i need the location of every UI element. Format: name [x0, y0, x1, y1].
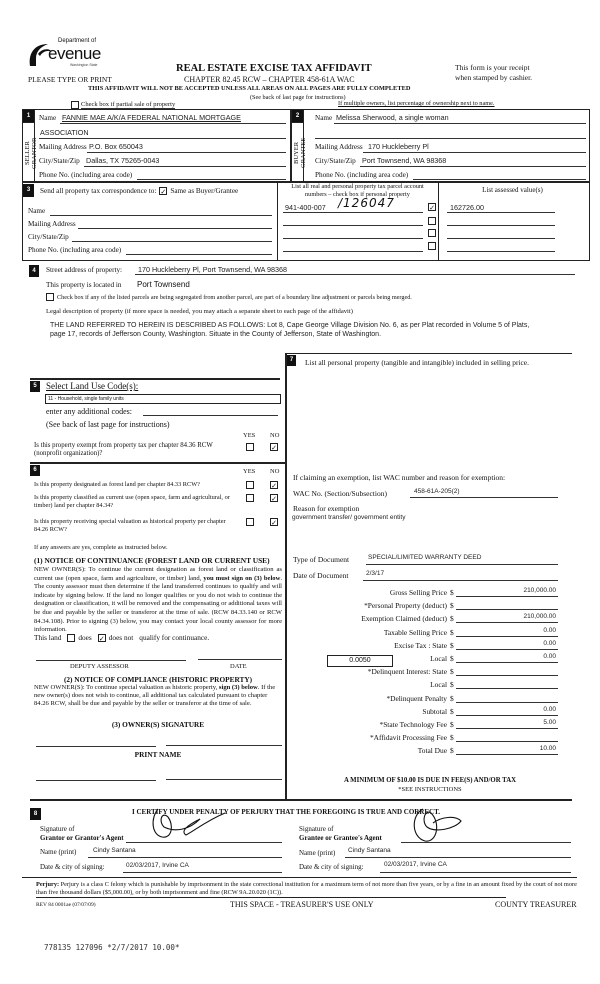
seller-city-state-zip[interactable]: Dallas, TX 75265-0043: [86, 156, 160, 165]
tax-row-label: *State Technology Fee: [379, 720, 447, 729]
s6-yes-header: YES: [243, 468, 256, 475]
completion-warning: THIS AFFIDAVIT WILL NOT BE ACCEPTED UNLESS ALL AREAS ON ALL PAGES ARE FULLY COMPLETED: [88, 85, 411, 92]
seller-label: SELLER: [24, 141, 31, 165]
currency-symbol: $: [450, 746, 454, 756]
seller-name-label: Name: [39, 114, 57, 122]
segregated-checkbox[interactable]: [46, 293, 54, 301]
section-3-number: 3: [23, 184, 34, 197]
tax-row-line: [456, 702, 558, 703]
forest-no-checkbox[interactable]: ✓: [271, 482, 277, 490]
exemption-reason[interactable]: government transfer/ government entity: [292, 514, 406, 521]
located-in-city[interactable]: Port Townsend: [137, 280, 190, 289]
parcel-personal-checkbox-2[interactable]: [428, 217, 436, 225]
dor-logo: [26, 38, 116, 78]
grantee-name-label: Name (print): [299, 849, 336, 857]
receipt-note-2: when stamped by cashier.: [455, 73, 533, 82]
same-as-buyer-checkbox[interactable]: ✓: [160, 188, 167, 196]
currency-symbol: $: [450, 654, 454, 663]
grantee-signature-line[interactable]: [401, 842, 571, 843]
qualify-label: qualify for continuance.: [139, 633, 210, 642]
currency-symbol: $: [450, 614, 454, 624]
currency-symbol: $: [450, 680, 454, 690]
tax-row-value[interactable]: 0.00: [543, 639, 556, 647]
buyer-mailing-label: Mailing Address: [315, 143, 363, 151]
grantor-sig-label1: Signature of: [40, 825, 75, 833]
grantor-date-label: Date & city of signing:: [40, 863, 105, 871]
tax-row-label: Total Due: [417, 746, 447, 756]
partial-sale-label: Check box if partial sale of property: [81, 101, 176, 108]
parcel-personal-checkbox-1[interactable]: ✓: [429, 204, 435, 212]
print-name-label: PRINT NAME: [134, 750, 182, 759]
tax-row-label: *Delinquent Interest: State: [367, 667, 447, 677]
street-address-label: Street address of property:: [46, 266, 123, 274]
buyer-city-state-zip[interactable]: Port Townsend, WA 98368: [362, 156, 447, 165]
does-not-label: does not: [108, 633, 134, 642]
seller-mailing-label: Mailing Address: [39, 143, 87, 151]
grantee-date-label: Date & city of signing:: [299, 863, 364, 871]
historical-question: Is this property receiving special valuation as historical property per chapter 84.26 RCW?: [34, 518, 226, 533]
land-use-see-back: (See back of last page for instructions): [46, 420, 170, 429]
wac-number[interactable]: 458-61A-205(2): [414, 488, 460, 495]
tax-row-line: [456, 622, 558, 623]
grantor-label: GRANTOR: [31, 137, 38, 169]
seller-name-line2[interactable]: ASSOCIATION: [40, 128, 89, 137]
additional-codes-label: enter any additional codes:: [46, 407, 132, 416]
certify-statement: I CERTIFY UNDER PENALTY OF PERJURY THAT THE FOREGOING IS TRUE AND CORRECT.: [132, 808, 441, 816]
tax-row-line: [456, 609, 558, 610]
tax-row-line: [456, 741, 558, 742]
tax-row-value[interactable]: 210,000.00: [523, 587, 556, 594]
section-7-number: 7: [287, 355, 296, 366]
historical-no-checkbox[interactable]: ✓: [271, 519, 277, 527]
deputy-assessor-label: DEPUTY ASSESSOR: [70, 663, 129, 670]
buyer-name-label: Name: [315, 114, 333, 122]
segregated-label: Check box if any of the listed parcels are being segregated from another parcel, are part of a boundary line adjustment or parcels being merged.: [57, 293, 412, 301]
buyer-city-label: City/State/Zip: [315, 157, 356, 165]
exemption-label: If claiming an exemption, list WAC number and reason for exemption:: [293, 473, 506, 482]
section-5-number: 5: [30, 381, 40, 392]
tax-row-value[interactable]: 0.00: [543, 626, 556, 634]
street-address[interactable]: 170 Huckleberry Pl, Port Townsend, WA 98368: [138, 265, 288, 274]
currency-symbol: $: [450, 733, 454, 743]
tax-row-label: Local: [430, 654, 447, 663]
seller-name-line1[interactable]: FANNIE MAE A/K/A FEDERAL NATIONAL MORTGAGE: [62, 113, 241, 122]
grantee-label: GRANTEE: [300, 137, 307, 169]
form-title: REAL ESTATE EXCISE TAX AFFIDAVIT: [176, 63, 372, 74]
land-use-yes-header: YES: [243, 432, 256, 439]
see-instructions-note: *SEE INSTRUCTIONS: [398, 786, 462, 793]
assessed-value-1[interactable]: 162726.00: [450, 203, 484, 212]
tax-row-line: [456, 662, 558, 663]
logo-sub: Washington State: [70, 63, 98, 67]
parcel-personal-checkbox-3[interactable]: [428, 229, 436, 237]
notice-continuance-text: [34, 566, 282, 635]
notice-continuance-title: (1) NOTICE OF CONTINUANCE (FOREST LAND OR CURRENT USE): [34, 556, 270, 565]
corr-name-label: Name: [28, 207, 46, 215]
this-land-label: This land: [34, 633, 62, 642]
grantor-name-label: Name (print): [40, 848, 77, 856]
logo-dept: Department of: [58, 38, 97, 44]
parcel-personal-checkbox-4[interactable]: [428, 242, 436, 250]
tax-row-line: [456, 596, 558, 597]
seller-city-label: City/State/Zip: [39, 157, 80, 165]
exempt-question: Is this property exempt from property tax per chapter 84.36 RCW (nonprofit organization)?: [34, 442, 213, 457]
parcel-handwritten-1: /126047: [338, 196, 395, 210]
perjury-bold: Perjury:: [36, 881, 60, 888]
grantee-date-city[interactable]: 02/03/2017, Irvine CA: [384, 861, 447, 868]
exempt-no-checkbox[interactable]: ✓: [271, 444, 277, 452]
tax-row-value[interactable]: 5.00: [543, 719, 556, 726]
corr-phone-label: Phone No. (including area code): [28, 246, 122, 254]
parcel-number-1[interactable]: 941-400-007: [285, 203, 326, 212]
notice1-text-b: . The county assessor must then determine if the land transferred continues to qualify and will indicate by signing below. If the land no longer qualifies or you do not wish to continue the designation or classification, it will be removed and the compensating or additional taxes will be due and payable by the seller or transferor at the time of sale. (RCW 84.33.140 or RCW 84.34.108). Prior to signing (3) below, you may contact your local county assessor for more information.: [34, 574, 282, 634]
notice2-text-a: NEW OWNER(S): To continue special valuation as historic property,: [34, 684, 219, 691]
legal-description-label: Legal description of property (if more space is needed, you may attach a separate sheet to each page of the affidavit): [46, 308, 353, 315]
doc-type-label: Type of Document: [293, 555, 350, 564]
owner-signature-title: (3) OWNER(S) SIGNATURE: [111, 720, 205, 729]
currency-symbol: $: [450, 693, 454, 703]
county-treasurer-label: COUNTY TREASURER: [495, 900, 577, 909]
revision-code: REV 84 0001ae (07/07/09): [36, 902, 96, 908]
tax-row-label: Excise Tax : State: [394, 640, 447, 650]
grantee-sig-label1: Signature of: [299, 825, 334, 833]
buyer-mailing-address[interactable]: 170 Huckleberry Pl: [368, 142, 429, 151]
section-1-number: 1: [23, 110, 34, 122]
tax-row-line: [456, 728, 558, 729]
section-8-number: 8: [30, 808, 41, 820]
seller-mailing-address[interactable]: P.O. Box 650043: [89, 142, 143, 151]
doc-date[interactable]: 2/3/17: [366, 570, 385, 577]
please-type-label: PLEASE TYPE OR PRINT: [28, 75, 112, 84]
treasurer-use-label: THIS SPACE - TREASURER'S USE ONLY: [230, 900, 374, 909]
does-checkbox[interactable]: [67, 634, 75, 642]
receipt-note-1: This form is your receipt: [455, 63, 530, 72]
grantor-name[interactable]: Cindy Santana: [93, 847, 136, 854]
tax-row-label: Subtotal: [422, 706, 447, 716]
partial-sale-checkbox[interactable]: [71, 101, 79, 109]
doc-type[interactable]: SPECIAL/LIMITED WARRANTY DEED: [368, 554, 482, 561]
notice-compliance-text: [34, 684, 282, 708]
currency-symbol: $: [450, 601, 454, 611]
perjury-text: Perjury is a class C felony which is punishable by imprisonment in the state correctional institution for a maximum term of not more than five years, or by a fine in an amount fixed by the court of not more than five thousand dollars ($5,000.00), or by both imprisonment and fine (RCW 9A.20.020 (1C)).: [36, 881, 577, 896]
notice2-text-b: . If the new owner(s) does not wish to continue, all additional tax calculated pursuant to chapter 84.26 RCW, shall be due and payable by the seller or transferor at the time of sale.: [34, 684, 276, 707]
form-chapter: CHAPTER 82.45 RCW – CHAPTER 458-61A WAC: [184, 75, 355, 84]
notice2-bold: sign (3) below: [218, 684, 258, 691]
reason-label: Reason for exemption: [293, 504, 360, 513]
notice1-text-a: NEW OWNER(S): To continue the current designation as forest land or classification as current use (open space, farm and agriculture, or timber) land,: [34, 566, 282, 582]
perjury-notice: [36, 881, 581, 897]
current-use-yes-checkbox[interactable]: [246, 494, 254, 502]
see-back-note: (See back of last page for instructions): [250, 94, 346, 101]
forest-land-question: Is this property designated as forest land per chapter 84.33 RCW?: [34, 481, 200, 488]
assessed-header: List assessed value(s): [482, 186, 543, 194]
tax-row-label: Local: [430, 680, 447, 690]
if-yes-note: If any answers are yes, complete as instructed below.: [34, 544, 168, 551]
notice-compliance-title: (2) NOTICE OF COMPLIANCE (HISTORIC PROPERTY): [63, 675, 253, 684]
located-in-label: This property is located in: [46, 281, 122, 289]
section-2-number: 2: [292, 110, 303, 122]
currency-symbol: $: [450, 706, 454, 716]
land-use-no-header: NO: [270, 432, 280, 439]
grantee-name[interactable]: Cindy Santana: [348, 847, 391, 854]
buyer-label: BUYER: [293, 141, 300, 165]
tax-row-line: [456, 649, 558, 650]
doc-date-label: Date of Document: [293, 571, 349, 580]
wac-label: WAC No. (Section/Subsection): [293, 489, 387, 498]
current-use-question: Is this property classified as current use (open space, farm and agricultural, or timber) land per chapter 84.34?: [34, 494, 230, 509]
does-label: does: [78, 633, 92, 642]
current-use-no-checkbox[interactable]: ✓: [271, 495, 277, 503]
historical-yes-checkbox[interactable]: [246, 518, 254, 526]
seller-side-label: [24, 128, 38, 178]
tax-row-value[interactable]: 0.00: [543, 653, 556, 660]
local-rate-box[interactable]: 0.0050: [327, 655, 393, 667]
tax-row-label: Gross Selling Price: [389, 588, 447, 597]
cashier-stamp: 778135 127096 *2/7/2017 10.00*: [44, 943, 180, 952]
minimum-due-note: A MINIMUM OF $10.00 IS DUE IN FEE(S) AND/OR TAX: [343, 777, 517, 784]
currency-symbol: $: [450, 640, 454, 650]
currency-symbol: $: [450, 667, 454, 677]
forest-yes-checkbox[interactable]: [246, 481, 254, 489]
personal-property-label: List all personal property (tangible and intangible) included in selling price.: [305, 358, 529, 367]
tax-row-label: Exemption Claimed (deduct): [361, 614, 447, 624]
legal-description[interactable]: THE LAND REFERRED TO HEREIN IS DESCRIBED AS FOLLOWS: Lot 8, Cape George Village Division No. 6, as per Plat recorded in Volume 5 of Plats, page 17, records of Jefferson County, Washington. Situate in the County of Jefferson, State of Washington.: [50, 322, 530, 338]
land-use-title: Select Land Use Code(s):: [46, 381, 139, 391]
buyer-phone-label: Phone No. (including area code): [315, 171, 409, 179]
same-as-buyer-label: Same as Buyer/Grantee: [170, 187, 239, 195]
currency-symbol: $: [450, 588, 454, 597]
grantee-signature-icon: [405, 803, 465, 845]
tax-row-line: [456, 754, 558, 755]
tax-row-line: [456, 675, 558, 676]
tax-row-value[interactable]: 0.00: [543, 705, 556, 713]
tax-row-value[interactable]: 210,000.00: [523, 613, 556, 621]
s6-no-header: NO: [270, 468, 280, 475]
currency-symbol: $: [450, 627, 454, 637]
tax-row-label: *Delinquent Penalty: [386, 693, 447, 703]
grantee-sig-label2: Grantee or Grantee's Agent: [299, 834, 382, 842]
currency-symbol: $: [450, 720, 454, 729]
parcels-header: List all real and personal property tax parcel account numbers – check box if personal property: [291, 183, 424, 198]
seller-phone-label: Phone No. (including area code): [39, 171, 133, 179]
corr-city-label: City/State/Zip: [28, 233, 69, 241]
tax-row-line: [456, 688, 558, 689]
exempt-yes-checkbox[interactable]: [246, 443, 254, 451]
corr-mailing-label: Mailing Address: [28, 220, 76, 228]
date-label: DATE: [230, 663, 247, 670]
buyer-name-line1[interactable]: Melissa Sherwood, a single woman: [336, 113, 449, 122]
tax-row-value[interactable]: 10.00: [539, 745, 556, 753]
logo-word: evenue: [48, 44, 101, 63]
multiple-owners-note: If multiple owners, list percentage of ownership next to name.: [338, 100, 495, 107]
grantor-signature-icon: [140, 801, 230, 843]
grantor-signature-line[interactable]: [126, 842, 282, 843]
land-use-select[interactable]: 11 - Household, single family units: [45, 394, 281, 404]
tax-row-line: [456, 715, 558, 716]
tax-row-label: *Affidavit Processing Fee: [369, 733, 447, 743]
does-not-checkbox[interactable]: ✓: [98, 634, 105, 643]
tax-row-line: [456, 636, 558, 637]
notice1-bold: you must sign on (3) below: [203, 574, 281, 582]
section-4-number: 4: [29, 265, 39, 277]
buyer-side-label: [293, 128, 307, 178]
section-6-number: 6: [30, 465, 40, 476]
correspondence-label: Send all property tax correspondence to:: [40, 187, 157, 195]
parcel-handwritten-text: 126047: [343, 196, 395, 210]
grantor-date-city[interactable]: 02/03/2017, Irvine CA: [126, 862, 189, 869]
grantor-sig-label2: Grantor or Grantor's Agent: [40, 834, 124, 842]
tax-row-label: *Personal Property (deduct): [364, 601, 447, 611]
tax-row-label: Taxable Selling Price: [383, 627, 447, 637]
